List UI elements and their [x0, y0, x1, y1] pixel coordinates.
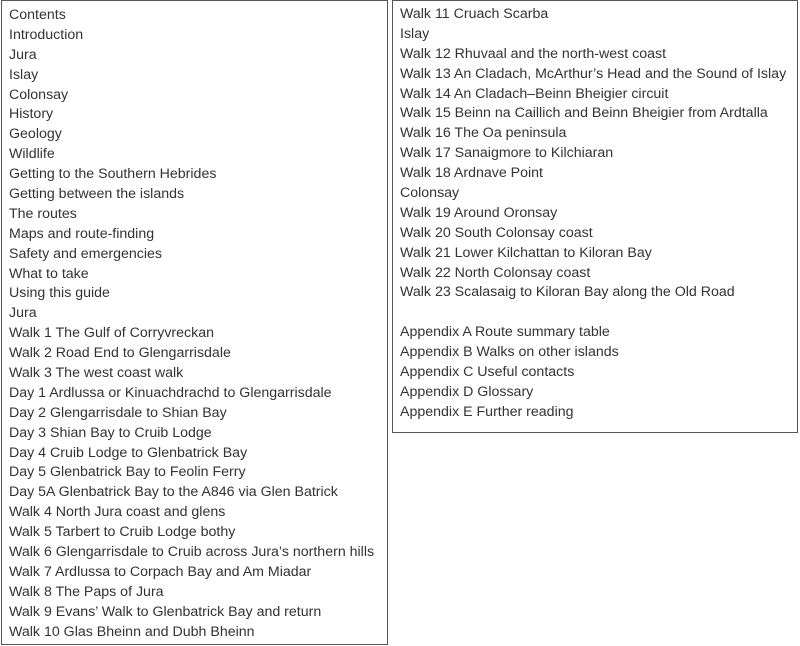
toc-entry-maps-and-route-finding[interactable]: Maps and route-finding: [9, 225, 155, 242]
toc-entry-walk-17-sanaigmore-to-kilchiaran[interactable]: Walk 17 Sanaigmore to Kilchiaran: [400, 145, 614, 162]
toc-entry-safety-and-emergencies[interactable]: Safety and emergencies: [9, 245, 163, 262]
toc-entry-appendix-a-route-summary-table[interactable]: Appendix A Route summary table: [400, 324, 610, 341]
toc-entry-walk-4-north-jura-coast-and-glens[interactable]: Walk 4 North Jura coast and glens: [9, 504, 226, 521]
toc-entry-day-1-ardlussa-or-kinuachdrachd-to-glengarrisdale[interactable]: Day 1 Ardlussa or Kinuachdrachd to Glengarrisdale: [9, 384, 332, 401]
toc-entry-getting-to-the-southern-hebrides[interactable]: Getting to the Southern Hebrides: [9, 166, 217, 183]
toc-entry-walk-9-evans-walk-to-glenbatrick-bay-and-return[interactable]: Walk 9 Evans’ Walk to Glenbatrick Bay and return: [9, 603, 322, 620]
toc-entry-walk-22-north-colonsay-coast[interactable]: Walk 22 North Colonsay coast: [400, 264, 591, 281]
toc-entry-walk-2-road-end-to-glengarrisdale[interactable]: Walk 2 Road End to Glengarrisdale: [9, 345, 231, 362]
toc-entry-jura[interactable]: Jura: [9, 46, 37, 63]
toc-entry-getting-between-the-islands[interactable]: Getting between the islands: [9, 186, 185, 203]
toc-entry-walk-20-south-colonsay-coast[interactable]: Walk 20 South Colonsay coast: [400, 224, 593, 241]
toc-right-column: [392, 0, 798, 433]
toc-entry-day-5a-glenbatrick-bay-to-the-a846-via-glen-batrick[interactable]: Day 5A Glenbatrick Bay to the A846 via Glen Batrick: [9, 484, 338, 501]
toc-entry-colonsay[interactable]: Colonsay: [400, 185, 460, 202]
toc-entry-walk-18-ardnave-point[interactable]: Walk 18 Ardnave Point: [400, 165, 544, 182]
toc-entry-using-this-guide[interactable]: Using this guide: [9, 285, 110, 302]
toc-entry-the-routes[interactable]: The routes: [9, 205, 77, 222]
toc-entry-day-5-glenbatrick-bay-to-feolin-ferry[interactable]: Day 5 Glenbatrick Bay to Feolin Ferry: [9, 464, 246, 481]
toc-entry-introduction[interactable]: Introduction: [9, 26, 84, 43]
toc-entry-islay[interactable]: Islay: [400, 25, 430, 42]
toc-entry-appendix-c-useful-contacts[interactable]: Appendix C Useful contacts: [400, 364, 575, 381]
toc-entry-appendix-e-further-reading[interactable]: Appendix E Further reading: [400, 403, 574, 420]
toc-entry-walk-1-the-gulf-of-corryvreckan[interactable]: Walk 1 The Gulf of Corryvreckan: [9, 325, 214, 342]
toc-left-column: [1, 0, 388, 645]
toc-entry-day-2-glengarrisdale-to-shian-bay[interactable]: Day 2 Glengarrisdale to Shian Bay: [9, 404, 227, 421]
toc-list-right: [400, 5, 797, 423]
toc-entry-walk-16-the-oa-peninsula[interactable]: Walk 16 The Oa peninsula: [400, 125, 567, 142]
toc-entry-walk-7-ardlussa-to-corpach-bay-and-am-miadar[interactable]: Walk 7 Ardlussa to Corpach Bay and Am Miadar: [9, 563, 312, 580]
toc-entry-walk-15-beinn-na-caillich-and-beinn-bheigier-from-ardtalla[interactable]: Walk 15 Beinn na Caillich and Beinn Bheigier from Ardtalla: [400, 105, 768, 122]
toc-entry-wildlife[interactable]: Wildlife: [9, 146, 55, 163]
toc-entry-walk-19-around-oronsay[interactable]: Walk 19 Around Oronsay: [400, 204, 558, 221]
toc-entry-contents[interactable]: Contents: [9, 7, 66, 23]
toc-entry-walk-3-the-west-coast-walk[interactable]: Walk 3 The west coast walk: [9, 365, 184, 382]
toc-entry-walk-8-the-paps-of-jura[interactable]: Walk 8 The Paps of Jura: [9, 583, 164, 600]
toc-entry-day-3-shian-bay-to-cruib-lodge[interactable]: Day 3 Shian Bay to Cruib Lodge: [9, 424, 212, 441]
toc-entry-walk-13-an-cladach-mcarthur-s-head-and-the-sound-of-islay[interactable]: Walk 13 An Cladach, McArthur’s Head and the Sound of Islay: [400, 65, 787, 82]
toc-entry-islay[interactable]: Islay: [9, 66, 39, 83]
toc-entry-jura[interactable]: Jura: [9, 305, 37, 322]
toc-entry-walk-21-lower-kilchattan-to-kiloran-bay[interactable]: Walk 21 Lower Kilchattan to Kiloran Bay: [400, 244, 652, 261]
toc-entry-walk-10-glas-bheinn-and-dubh-bheinn[interactable]: Walk 10 Glas Bheinn and Dubh Bheinn: [9, 623, 255, 640]
toc-spacer: [400, 303, 797, 323]
toc-entry-walk-12-rhuvaal-and-the-north-west-coast[interactable]: Walk 12 Rhuvaal and the north-west coast: [400, 45, 667, 62]
toc-entry-walk-23-scalasaig-to-kiloran-bay-along-the-old-road[interactable]: Walk 23 Scalasaig to Kiloran Bay along the Old Road: [400, 284, 735, 301]
toc-entry-geology[interactable]: Geology: [9, 126, 62, 143]
toc-list-left: [9, 6, 387, 643]
toc-entry-walk-5-tarbert-to-cruib-lodge-bothy[interactable]: Walk 5 Tarbert to Cruib Lodge bothy: [9, 524, 236, 541]
toc-entry-walk-14-an-cladach-beinn-bheigier-circuit[interactable]: Walk 14 An Cladach–Beinn Bheigier circuit: [400, 85, 669, 102]
toc-entry-colonsay[interactable]: Colonsay: [9, 86, 69, 103]
toc-entry-appendix-b-walks-on-other-islands[interactable]: Appendix B Walks on other islands: [400, 344, 619, 361]
toc-entry-appendix-d-glossary[interactable]: Appendix D Glossary: [400, 383, 534, 400]
toc-entry-walk-6-glengarrisdale-to-cruib-across-jura-s-northern-hills[interactable]: Walk 6 Glengarrisdale to Cruib across Jura’s northern hills: [9, 544, 375, 561]
toc-entry-what-to-take[interactable]: What to take: [9, 265, 89, 282]
toc-entry-day-4-cruib-lodge-to-glenbatrick-bay[interactable]: Day 4 Cruib Lodge to Glenbatrick Bay: [9, 444, 248, 461]
toc-entry-walk-11-cruach-scarba[interactable]: Walk 11 Cruach Scarba: [400, 6, 549, 22]
toc-entry-history[interactable]: History: [9, 106, 54, 123]
